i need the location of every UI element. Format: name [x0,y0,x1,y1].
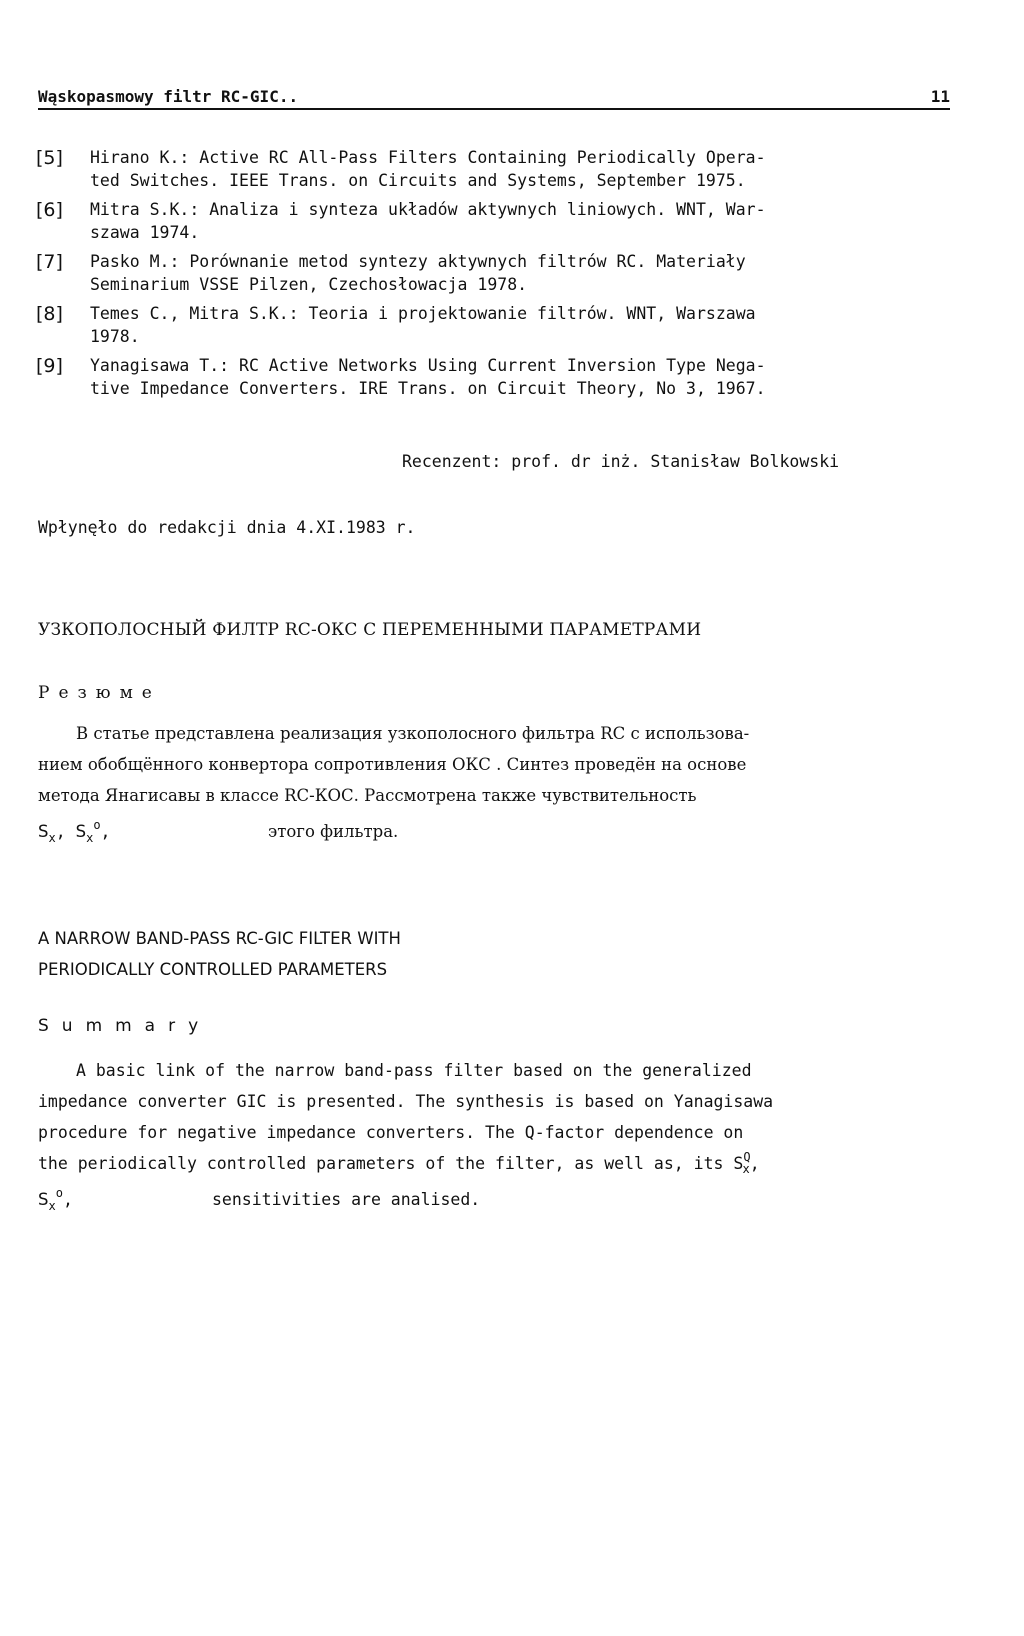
summary-line: метода Янагисавы в классе RC-КОС. Рассмотрена также чувствительность [38,786,697,805]
reference-line: Seminarium VSSE Pilzen, Czechosłowacja 1978. [90,275,528,294]
reference-number: [5] [36,147,63,169]
summary-line: В статье представлена реализация узкополосного фильтра RC с использова- [76,724,750,743]
received-date: Wpłynęło do redakcji dnia 4.XI.1983 r. [38,518,416,537]
symbol-s: S [75,822,87,841]
english-sensitivity-line [38,1186,481,1213]
title-line: A NARROW BAND-PASS RC-GIC FILTER WITH [38,929,401,948]
separator: , [62,1190,73,1209]
reference-text [90,146,766,192]
reference-text [90,250,746,296]
reference-list [36,146,951,406]
reviewer-note: Recenzent: prof. dr inż. Stanisław Bolkowski [402,452,840,471]
english-summary-text [38,1055,963,1181]
subscript-x: x [86,831,94,845]
reference-number: [9] [36,355,63,377]
reference-text [90,302,756,348]
reference-number: [8] [36,303,63,325]
separator: , [100,822,111,841]
summary-line: the periodically controlled parameters of the filter, as well as, its $S^Q_x$, [38,1150,760,1176]
reference-number: [7] [36,251,63,273]
reference-line: Yanagisawa T.: RC Active Networks Using Current Inversion Type Nega- [90,356,766,375]
superscript-o: o [55,1186,63,1200]
sensitivity-symbol-q: $S^Q_x$ [733,1150,751,1176]
running-header [38,86,950,110]
reference-line: Pasko M.: Porównanie metod syntezy aktywnych filtrów RC. Materiały [90,252,746,271]
russian-sensitivity-line [38,818,399,845]
reference-line: Hirano K.: Active RC All-Pass Filters Containing Periodically Opera- [90,148,766,167]
reference-number: [6] [36,199,63,221]
sensitivity-text: sensitivities are analised. [212,1190,481,1209]
separator: , [55,822,76,841]
page-number: 11 [930,87,950,106]
subscript-x: x [48,831,56,845]
reference-text [90,354,766,400]
reference-item [36,302,951,348]
running-title: Wąskopasmowy filtr RC-GIC.. [38,87,299,106]
symbol-s: S [38,822,49,841]
english-title [38,923,401,985]
reference-item [36,354,951,400]
superscript-o: o [93,818,101,832]
summary-line: нием обобщённого конвертора сопротивления ОКС . Синтез проведён на основе [38,755,747,774]
title-line: PERIODICALLY CONTROLLED PARAMETERS [38,960,388,979]
subscript-x: x [48,1199,56,1213]
russian-summary-heading: Резюме [38,683,161,703]
reference-item [36,250,951,296]
reference-line: Mitra S.K.: Analiza i synteza układów aktywnych liniowych. WNT, War- [90,200,766,219]
reference-line: szawa 1974. [90,223,200,242]
russian-title: УЗКОПОЛОСНЫЙ ФИЛТР RC-ОКС С ПЕРЕМЕННЫМИ ПАРАМЕТРАМИ [38,620,702,640]
english-summary-heading: Summary [38,1016,212,1036]
sensitivity-text: этого фильтра. [268,822,399,841]
reference-line: Temes C., Mitra S.K.: Teoria i projektowanie filtrów. WNT, Warszawa [90,304,756,323]
reference-line: 1978. [90,327,140,346]
reference-item [36,198,951,244]
reference-line: ted Switches. IEEE Trans. on Circuits and Systems, September 1975. [90,171,746,190]
summary-line: procedure for negative impedance converters. The Q-factor dependence on [38,1123,744,1142]
summary-line: A basic link of the narrow band-pass filter based on the generalized [76,1061,752,1080]
russian-summary-text [38,718,958,811]
symbol-s: S [38,1190,49,1209]
reference-text [90,198,766,244]
summary-line: impedance converter GIC is presented. The synthesis is based on Yanagisawa [38,1092,774,1111]
reference-line: tive Impedance Converters. IRE Trans. on Circuit Theory, No 3, 1967. [90,379,766,398]
reference-item [36,146,951,192]
